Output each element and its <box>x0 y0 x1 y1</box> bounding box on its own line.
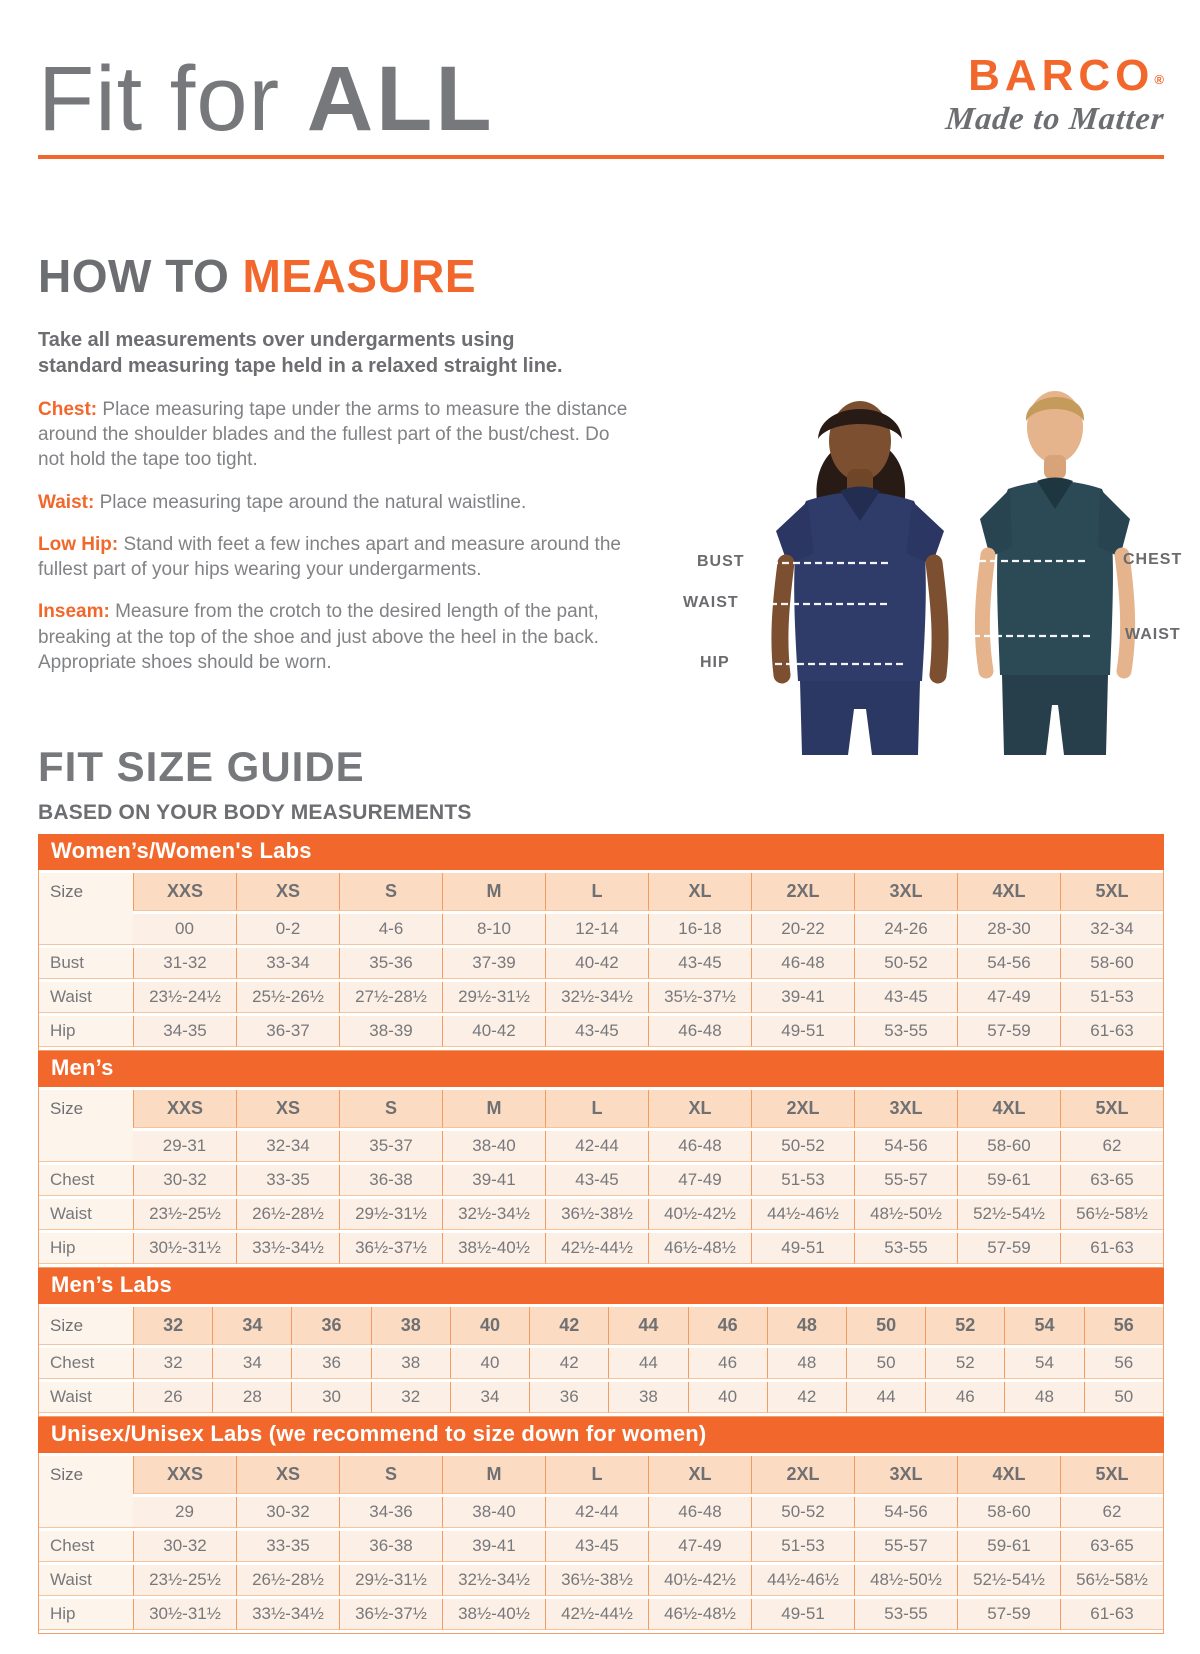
table-cell: 54 <box>1004 1348 1083 1379</box>
table-cell: 52 <box>925 1307 1004 1345</box>
table-cell: 59-61 <box>957 1531 1060 1562</box>
bust-label: BUST <box>697 553 745 570</box>
how-to-measure-title-orange: MEASURE <box>242 250 477 302</box>
masthead <box>38 47 1166 150</box>
table-cell: 36-38 <box>339 1165 442 1196</box>
table-cell: 29½-31½ <box>442 982 545 1013</box>
table-cell: 52 <box>925 1348 1004 1379</box>
table-cell: 49-51 <box>751 1016 854 1047</box>
measure-item-inseam-text: Measure from the crotch to the desired length of the pant, breaking at the top of the shoe and just above the heel in the back. Appropriate shoes should be worn. <box>38 601 599 673</box>
table-cell: 24-26 <box>854 914 957 945</box>
table-cell: 33-34 <box>236 948 339 979</box>
chest-label: CHEST <box>1123 551 1183 568</box>
table-cell: 44 <box>608 1307 687 1345</box>
table-cell: 47-49 <box>648 1531 751 1562</box>
row-label-cell: Waist <box>39 1199 133 1230</box>
table-cell: L <box>545 1090 648 1128</box>
measure-item-waist-label: Waist: <box>38 491 95 513</box>
table-cell: 23½-25½ <box>133 1565 236 1596</box>
table-cell: 44½-46½ <box>751 1565 854 1596</box>
table-cell: 38 <box>371 1307 450 1345</box>
table-cell: 32-34 <box>236 1131 339 1162</box>
table-cell: XXS <box>133 873 236 911</box>
table-cell: 32-34 <box>1060 914 1163 945</box>
table-cell: 36 <box>291 1307 370 1345</box>
table-cell: 30-32 <box>133 1165 236 1196</box>
size-table-grid <box>39 1453 1163 1633</box>
table-cell: 30-32 <box>236 1497 339 1528</box>
table-cell: 46 <box>925 1382 1004 1413</box>
table-grid-wrap <box>38 870 1164 1051</box>
table-cell: 32½-34½ <box>545 982 648 1013</box>
table-subheader-row <box>39 1497 1163 1528</box>
table-cell: 56 <box>1084 1348 1163 1379</box>
table-cell: 40-42 <box>545 948 648 979</box>
table-row <box>39 1565 1163 1596</box>
table-cell: 33-35 <box>236 1531 339 1562</box>
table-cell: 39-41 <box>442 1165 545 1196</box>
fit-size-guide-subtitle: BASED ON YOUR BODY MEASUREMENTS <box>38 801 472 825</box>
table-cell: 50 <box>846 1348 925 1379</box>
table-cell: 38½-40½ <box>442 1233 545 1264</box>
table-subheader-row <box>39 914 1163 945</box>
table-cell: 33-35 <box>236 1165 339 1196</box>
table-cell: 32 <box>133 1348 212 1379</box>
table-grid-wrap <box>38 1087 1164 1268</box>
table-cell: S <box>339 873 442 911</box>
table-cell: 38-40 <box>442 1497 545 1528</box>
table-cell: 42-44 <box>545 1131 648 1162</box>
table-cell: 31-32 <box>133 948 236 979</box>
measure-item-inseam-label: Inseam: <box>38 601 110 623</box>
table-cell: 36 <box>529 1382 608 1413</box>
table-cell: 26½-28½ <box>236 1565 339 1596</box>
table-cell: 44½-46½ <box>751 1199 854 1230</box>
table-cell: 48 <box>767 1348 846 1379</box>
table-cell: 50 <box>846 1307 925 1345</box>
row-label-cell: Bust <box>39 948 133 979</box>
table-banner: Men’s Labs <box>38 1268 1164 1304</box>
table-cell: 32½-34½ <box>442 1199 545 1230</box>
table-cell: 52½-54½ <box>957 1565 1060 1596</box>
table-cell: 58-60 <box>957 1131 1060 1162</box>
table-cell: 56½-58½ <box>1060 1565 1163 1596</box>
table-cell: 51-53 <box>751 1531 854 1562</box>
table-cell: 28-30 <box>957 914 1060 945</box>
table-cell: 38½-40½ <box>442 1599 545 1630</box>
page-title <box>38 47 495 150</box>
table-cell: 50 <box>1084 1382 1163 1413</box>
table-cell: 32 <box>133 1307 212 1345</box>
table-cell: 46½-48½ <box>648 1233 751 1264</box>
table-row <box>39 1016 1163 1047</box>
table-cell: 30-32 <box>133 1531 236 1562</box>
table-cell: 58-60 <box>1060 948 1163 979</box>
table-cell: 53-55 <box>854 1016 957 1047</box>
female-model <box>753 401 944 755</box>
table-cell: 33½-34½ <box>236 1233 339 1264</box>
table-cell: 5XL <box>1060 1456 1163 1494</box>
table-cell: 29-31 <box>133 1131 236 1162</box>
table-cell: 36½-38½ <box>545 1199 648 1230</box>
measure-item-chest-label: Chest: <box>38 398 98 420</box>
table-cell: 51-53 <box>751 1165 854 1196</box>
table-cell: 16-18 <box>648 914 751 945</box>
measure-item-waist-text: Place measuring tape around the natural waistline. <box>94 491 527 513</box>
how-to-measure-title <box>38 249 630 303</box>
table-cell: 36-37 <box>236 1016 339 1047</box>
table-row <box>39 1382 1163 1413</box>
measure-item-chest-text: Place measuring tape under the arms to measure the distance around the shoulder blades and the fullest part of the bust/chest. Do not hold the tape too tight. <box>38 398 628 471</box>
table-row <box>39 948 1163 979</box>
table-cell: XL <box>648 1456 751 1494</box>
waist-label-male: WAIST <box>1125 626 1181 643</box>
table-cell: 55-57 <box>854 1531 957 1562</box>
fit-size-guide-title: FIT SIZE GUIDE <box>38 743 365 791</box>
row-label-cell: Size <box>39 1307 133 1345</box>
table-cell: 20-22 <box>751 914 854 945</box>
table-subheader-row <box>39 1131 1163 1162</box>
table-cell: L <box>545 873 648 911</box>
table-cell: M <box>442 1090 545 1128</box>
table-cell: 50-52 <box>751 1497 854 1528</box>
table-header-row <box>39 1090 1163 1128</box>
table-cell: 35-36 <box>339 948 442 979</box>
measure-item-lowhip-label: Low Hip: <box>38 533 119 555</box>
table-cell: 2XL <box>751 873 854 911</box>
table-header-row <box>39 1456 1163 1494</box>
table-cell: 57-59 <box>957 1016 1060 1047</box>
table-cell: 46½-48½ <box>648 1599 751 1630</box>
table-cell: 30½-31½ <box>133 1233 236 1264</box>
table-cell: 3XL <box>854 1090 957 1128</box>
table-cell: 50-52 <box>751 1131 854 1162</box>
models-photo <box>660 379 1200 755</box>
measure-item-chest <box>38 397 630 473</box>
table-cell: 3XL <box>854 873 957 911</box>
table-cell: 61-63 <box>1060 1599 1163 1630</box>
table-cell: 53-55 <box>854 1233 957 1264</box>
brand-logo <box>943 51 1166 143</box>
table-cell: 44 <box>608 1348 687 1379</box>
table-cell: 53-55 <box>854 1599 957 1630</box>
table-cell: 32½-34½ <box>442 1565 545 1596</box>
table-cell: 40 <box>450 1307 529 1345</box>
measure-item-lowhip-text: Stand with feet a few inches apart and measure around the fullest part of your hips wearing your undergarments. <box>38 533 621 581</box>
table-cell: L <box>545 1456 648 1494</box>
orange-divider <box>38 155 1164 159</box>
table-row <box>39 1199 1163 1230</box>
size-tables <box>38 834 1164 1634</box>
table-cell: 36½-37½ <box>339 1599 442 1630</box>
table-cell: 23½-25½ <box>133 1199 236 1230</box>
row-label-cell: Chest <box>39 1348 133 1379</box>
table-cell: 36 <box>291 1348 370 1379</box>
table-cell: 27½-28½ <box>339 982 442 1013</box>
table-cell: 43-45 <box>545 1531 648 1562</box>
table-cell: 57-59 <box>957 1599 1060 1630</box>
table-cell: XXS <box>133 1456 236 1494</box>
size-table <box>38 834 1164 1051</box>
page-title-bold: ALL <box>306 47 495 150</box>
table-cell: 36½-38½ <box>545 1565 648 1596</box>
row-label-cell: Chest <box>39 1531 133 1562</box>
table-cell: 48½-50½ <box>854 1199 957 1230</box>
table-cell: 42½-44½ <box>545 1599 648 1630</box>
table-cell: XXS <box>133 1090 236 1128</box>
row-label-cell: Size <box>39 873 133 945</box>
table-cell: 5XL <box>1060 1090 1163 1128</box>
table-cell: XL <box>648 1090 751 1128</box>
measure-item-lowhip <box>38 532 630 583</box>
table-cell: 29½-31½ <box>339 1199 442 1230</box>
table-cell: 40 <box>450 1348 529 1379</box>
table-cell: 62 <box>1060 1497 1163 1528</box>
table-cell: 46-48 <box>648 1016 751 1047</box>
table-cell: 37-39 <box>442 948 545 979</box>
table-cell: 4XL <box>957 1456 1060 1494</box>
table-cell: 46 <box>688 1307 767 1345</box>
table-cell: S <box>339 1090 442 1128</box>
table-cell: 2XL <box>751 1090 854 1128</box>
table-cell: 4XL <box>957 1090 1060 1128</box>
table-cell: 8-10 <box>442 914 545 945</box>
table-cell: 43-45 <box>545 1165 648 1196</box>
table-cell: 52½-54½ <box>957 1199 1060 1230</box>
table-cell: 42-44 <box>545 1497 648 1528</box>
table-cell: 57-59 <box>957 1233 1060 1264</box>
table-cell: 56 <box>1084 1307 1163 1345</box>
table-cell: XL <box>648 873 751 911</box>
row-label-cell: Chest <box>39 1165 133 1196</box>
table-cell: XS <box>236 1090 339 1128</box>
size-table-grid <box>39 1087 1163 1267</box>
table-cell: XS <box>236 873 339 911</box>
size-table <box>38 1417 1164 1634</box>
table-cell: 48½-50½ <box>854 1565 957 1596</box>
table-cell: 30½-31½ <box>133 1599 236 1630</box>
table-cell: 34 <box>212 1348 291 1379</box>
registered-mark-icon: ® <box>1154 72 1164 87</box>
table-cell: 4-6 <box>339 914 442 945</box>
table-cell: 47-49 <box>648 1165 751 1196</box>
table-cell: 26½-28½ <box>236 1199 339 1230</box>
table-cell: XS <box>236 1456 339 1494</box>
size-guide-page <box>0 47 1200 1654</box>
table-cell: 29 <box>133 1497 236 1528</box>
table-cell: 39-41 <box>751 982 854 1013</box>
table-cell: 40½-42½ <box>648 1199 751 1230</box>
table-cell: 63-65 <box>1060 1531 1163 1562</box>
table-cell: 61-63 <box>1060 1016 1163 1047</box>
table-row <box>39 982 1163 1013</box>
table-cell: 36½-37½ <box>339 1233 442 1264</box>
table-cell: 40 <box>688 1382 767 1413</box>
table-cell: 56½-58½ <box>1060 1199 1163 1230</box>
table-cell: 46-48 <box>751 948 854 979</box>
table-cell: 42 <box>767 1382 846 1413</box>
table-cell: S <box>339 1456 442 1494</box>
fit-size-guide-section <box>38 743 1164 1634</box>
table-cell: 46-48 <box>648 1131 751 1162</box>
table-cell: 43-45 <box>648 948 751 979</box>
row-label-cell: Waist <box>39 982 133 1013</box>
table-cell: 48 <box>767 1307 846 1345</box>
table-cell: 40½-42½ <box>648 1565 751 1596</box>
table-cell: 62 <box>1060 1131 1163 1162</box>
size-table <box>38 1268 1164 1417</box>
table-cell: M <box>442 1456 545 1494</box>
table-cell: 55-57 <box>854 1165 957 1196</box>
table-cell: 4XL <box>957 873 1060 911</box>
table-cell: 30 <box>291 1382 370 1413</box>
table-cell: 42 <box>529 1348 608 1379</box>
table-cell: 43-45 <box>854 982 957 1013</box>
table-cell: 59-61 <box>957 1165 1060 1196</box>
measure-item-waist <box>38 490 630 515</box>
table-grid-wrap <box>38 1304 1164 1417</box>
table-cell: 54-56 <box>854 1497 957 1528</box>
table-cell: 42 <box>529 1307 608 1345</box>
table-cell: 34 <box>212 1307 291 1345</box>
table-cell: 34-35 <box>133 1016 236 1047</box>
row-label-cell: Hip <box>39 1233 133 1264</box>
table-cell: 2XL <box>751 1456 854 1494</box>
table-row <box>39 1233 1163 1264</box>
table-cell: 42½-44½ <box>545 1233 648 1264</box>
measure-item-inseam <box>38 599 630 675</box>
male-model <box>968 391 1130 755</box>
table-cell: 49-51 <box>751 1599 854 1630</box>
table-row <box>39 1531 1163 1562</box>
table-cell: 46-48 <box>648 1497 751 1528</box>
table-cell: 38 <box>608 1382 687 1413</box>
measure-intro: Take all measurements over undergarments using standard measuring tape held in a relaxed straight line. <box>38 329 563 378</box>
table-cell: 48 <box>1004 1382 1083 1413</box>
page-title-light: Fit for <box>38 47 307 150</box>
hip-label: HIP <box>700 654 730 671</box>
size-table-grid <box>39 1304 1163 1416</box>
table-cell: 51-53 <box>1060 982 1163 1013</box>
table-cell: 34-36 <box>339 1497 442 1528</box>
table-cell: 39-41 <box>442 1531 545 1562</box>
row-label-cell: Waist <box>39 1382 133 1413</box>
table-cell: 40-42 <box>442 1016 545 1047</box>
table-cell: M <box>442 873 545 911</box>
table-cell: 38-39 <box>339 1016 442 1047</box>
table-cell: 32 <box>371 1382 450 1413</box>
brand-tagline: Made to Matter <box>943 100 1166 136</box>
table-cell: 38-40 <box>442 1131 545 1162</box>
table-cell: 54-56 <box>957 948 1060 979</box>
table-cell: 23½-24½ <box>133 982 236 1013</box>
table-cell: 54 <box>1004 1307 1083 1345</box>
table-cell: 26 <box>133 1382 212 1413</box>
table-cell: 54-56 <box>854 1131 957 1162</box>
table-cell: 36-38 <box>339 1531 442 1562</box>
how-to-measure-title-gray: HOW TO <box>38 250 243 302</box>
table-cell: 5XL <box>1060 873 1163 911</box>
table-cell: 63-65 <box>1060 1165 1163 1196</box>
table-cell: 00 <box>133 914 236 945</box>
table-cell: 29½-31½ <box>339 1565 442 1596</box>
table-header-row <box>39 1307 1163 1345</box>
table-cell: 44 <box>846 1382 925 1413</box>
table-cell: 47-49 <box>957 982 1060 1013</box>
table-cell: 28 <box>212 1382 291 1413</box>
table-header-row <box>39 873 1163 911</box>
table-cell: 50-52 <box>854 948 957 979</box>
table-cell: 43-45 <box>545 1016 648 1047</box>
row-label-cell: Waist <box>39 1565 133 1596</box>
size-table <box>38 1051 1164 1268</box>
table-row <box>39 1599 1163 1630</box>
how-to-measure-section <box>38 249 1183 675</box>
table-cell: 33½-34½ <box>236 1599 339 1630</box>
table-cell: 61-63 <box>1060 1233 1163 1264</box>
table-cell: 58-60 <box>957 1497 1060 1528</box>
row-label-cell: Size <box>39 1090 133 1162</box>
table-grid-wrap <box>38 1453 1164 1634</box>
table-banner: Men’s <box>38 1051 1164 1087</box>
brand-name: BARCO <box>968 51 1155 100</box>
size-table-grid <box>39 870 1163 1050</box>
row-label-cell: Hip <box>39 1016 133 1047</box>
row-label-cell: Hip <box>39 1599 133 1630</box>
table-cell: 0-2 <box>236 914 339 945</box>
table-cell: 35-37 <box>339 1131 442 1162</box>
table-banner: Women’s/Women's Labs <box>38 834 1164 870</box>
table-cell: 25½-26½ <box>236 982 339 1013</box>
table-row <box>39 1165 1163 1196</box>
waist-label-female: WAIST <box>683 594 739 611</box>
table-banner: Unisex/Unisex Labs (we recommend to size down for women) <box>38 1417 1164 1453</box>
table-cell: 34 <box>450 1382 529 1413</box>
table-cell: 38 <box>371 1348 450 1379</box>
row-label-cell: Size <box>39 1456 133 1528</box>
table-cell: 35½-37½ <box>648 982 751 1013</box>
table-cell: 49-51 <box>751 1233 854 1264</box>
table-cell: 46 <box>688 1348 767 1379</box>
table-row <box>39 1348 1163 1379</box>
table-cell: 3XL <box>854 1456 957 1494</box>
table-cell: 12-14 <box>545 914 648 945</box>
